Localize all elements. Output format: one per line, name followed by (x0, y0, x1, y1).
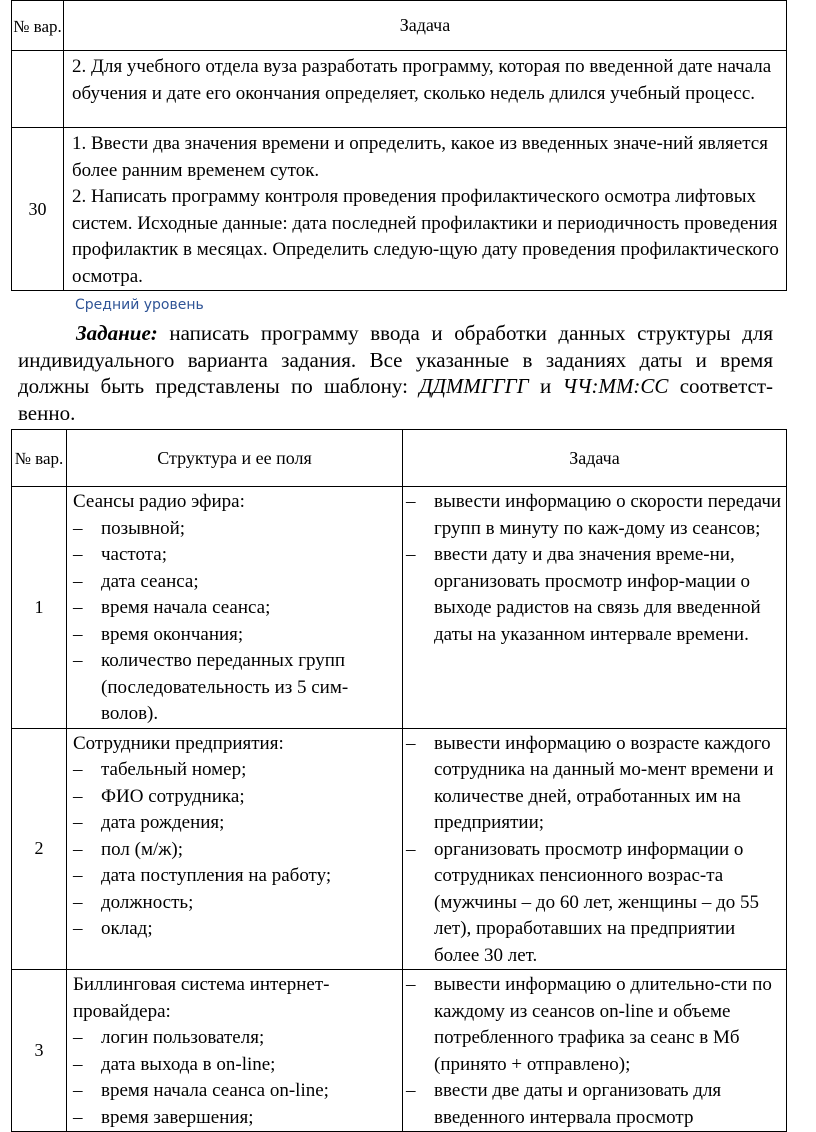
list-item: – вывести информацию о длительно-сти по каждому из сеансов on-line и объеме потребленного трафика за сеанс в Мб (принято + отправлено); (406, 974, 772, 1075)
list-item: – время начала сеанса on-line; (73, 1080, 329, 1101)
variant-number: 2 (12, 728, 67, 970)
conjunction: и (528, 374, 563, 398)
table-header-row (12, 1, 787, 51)
task-text: 2. Написать программу контроля проведения профилактического осмотра лифтовых систем. Исходные данные: дата последней профилактики и периодичность проведения профилактик в месяцах. Определить следую-щую дату проведения профилактического осмотра. (72, 186, 779, 287)
list-item: – ввести дату и два значения време-ни, организовать просмотр инфор-мации о выходе радистов на связь для введенной даты на указанном интервале времени. (406, 544, 761, 645)
list-item: – организовать просмотр информации о сотрудниках пенсионного возрас-та (мужчины – до 60 лет, женщины – до 55 лет), проработавших на предприятии более 30 лет. (406, 838, 759, 966)
table-header-row (12, 430, 787, 487)
list-item: – время завершения; (73, 1106, 254, 1128)
header-task: Задача (403, 430, 787, 487)
assignment-text-end: соответст- венно. (18, 374, 773, 425)
task-cell (403, 487, 787, 729)
field-list (73, 516, 398, 728)
section-subtitle: Средний уровень (75, 297, 204, 313)
list-item: – дата сеанса; (73, 570, 199, 592)
list-item: – дата выхода в on-line; (73, 1053, 276, 1075)
variant-number (12, 51, 64, 128)
list-item: – табельный номер; (73, 759, 247, 780)
structure-title: Биллинговая система интернет-провайдера: (73, 974, 330, 1022)
list-item: – позывной; (73, 517, 186, 539)
table-row (12, 970, 787, 1132)
field-list (73, 757, 398, 943)
list-item: – пол (м/ж); (73, 838, 184, 860)
header-variant-number: № вар. (12, 430, 67, 487)
list-item: – частота; (73, 544, 167, 565)
assignment-label: Задание: (76, 321, 158, 345)
list-item: – оклад; (73, 918, 153, 939)
structure-cell (67, 728, 403, 970)
header-variant-number: № вар. (12, 1, 64, 51)
list-item: – логин пользователя; (73, 1027, 265, 1048)
task-list (406, 972, 782, 1131)
task-cell (64, 51, 787, 128)
structure-title: Сеансы радио эфира: (73, 491, 245, 512)
list-item: – дата поступления на работу; (73, 865, 332, 886)
list-item: – вывести информацию о скорости передачи групп в минуту по каж-дому из сеансов; (406, 491, 782, 539)
task-list (406, 731, 782, 970)
table-row (12, 128, 787, 291)
list-item: – ФИО сотрудника; (73, 785, 245, 807)
task-cell (403, 728, 787, 970)
list-item: – должность; (73, 891, 194, 913)
variant-number: 30 (12, 128, 64, 291)
structure-cell (67, 970, 403, 1132)
structure-title: Сотрудники предприятия: (73, 732, 284, 754)
structure-cell (67, 487, 403, 729)
time-template: ЧЧ:ММ:СС (562, 374, 669, 398)
list-item: – количество переданных групп (последовательность из 5 сим-волов). (73, 650, 349, 724)
list-item: – ввести две даты и организовать для введенного интервала просмотр (406, 1080, 722, 1128)
task-text: 1. Ввести два значения времени и определить, какое из введенных значе-ний является более ранним временем суток. (72, 133, 768, 181)
field-list (73, 1025, 398, 1131)
structure-task-table (11, 429, 787, 1132)
variant-number: 1 (12, 487, 67, 729)
header-task: Задача (64, 1, 787, 51)
list-item: – время окончания; (73, 623, 244, 645)
assignment-text: написать программу ввода и обработки данных структуры для индивидуального варианта задания. Все указанные в заданиях даты и время должны быть представлены по шаблону: (18, 321, 773, 398)
list-item: – вывести информацию о возрасте каждого сотрудника на данный мо-мент времени и количестве дней, отработанных им на предприятии; (406, 732, 774, 833)
header-structure: Структура и ее поля (67, 430, 403, 487)
table-row (12, 51, 787, 128)
table-row (12, 487, 787, 729)
date-template: ДДММГГГГ (419, 374, 529, 398)
table-row (12, 728, 787, 970)
list-item: – время начала сеанса; (73, 597, 271, 618)
task-text: 2. Для учебного отдела вуза разработать программу, которая по введенной дате начала обучения и дате его окончания определяет, сколько недель длился учебный процесс. (72, 56, 772, 104)
top-task-table (11, 0, 787, 291)
task-cell (64, 128, 787, 291)
list-item: – дата рождения; (73, 812, 225, 833)
variant-number: 3 (12, 970, 67, 1132)
assignment-paragraph (18, 320, 773, 426)
task-list (406, 489, 782, 648)
task-cell (403, 970, 787, 1132)
